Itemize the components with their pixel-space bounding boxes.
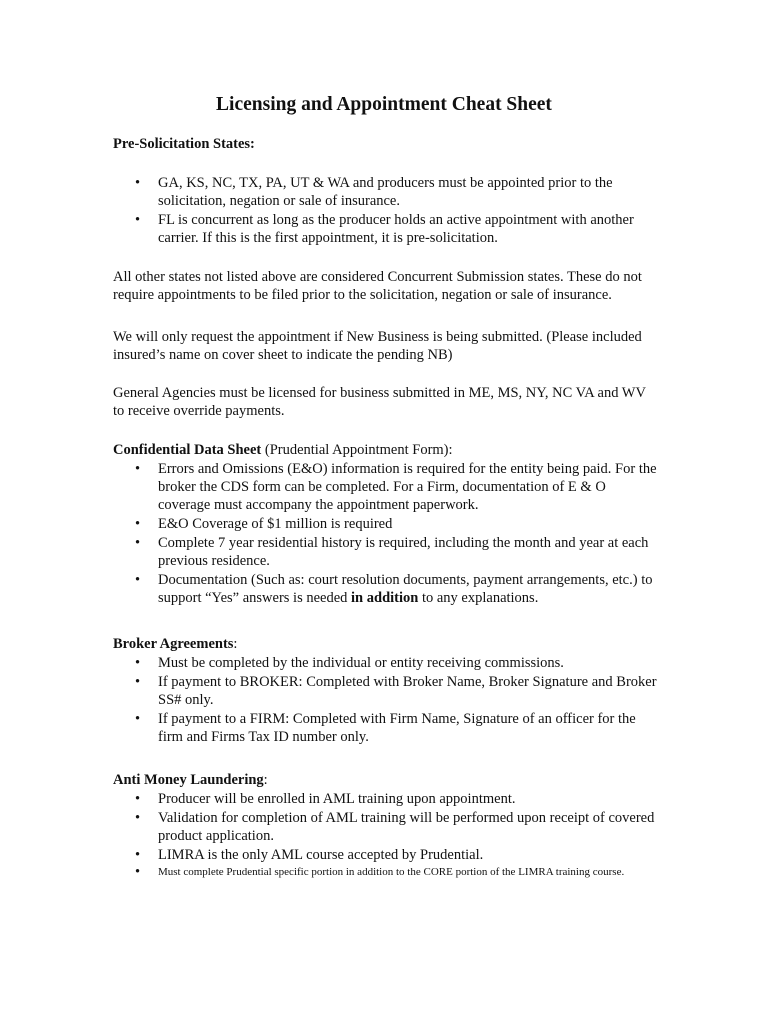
bullet-icon: •: [135, 711, 141, 727]
list-item: • Producer will be enrolled in AML training upon appointment.: [135, 791, 516, 807]
broker-heading: Broker Agreements:: [113, 636, 238, 652]
broker-section: [113, 635, 658, 746]
bullet-icon: •: [135, 847, 141, 863]
list-item: • Must be completed by the individual or entity receiving commissions.: [135, 655, 564, 671]
list-item: • Documentation (Such as: court resolution documents, payment arrangements, etc.) to support “Yes” answers is needed in addition to any explanations.: [135, 572, 653, 606]
page-title: Licensing and Appointment Cheat Sheet: [216, 94, 552, 115]
list-item: • Errors and Omissions (E&O) information is required for the entity being paid. For the broker the CDS form can be completed. For a Firm, documentation of E & O coverage must accompany the appointment paperwork.: [135, 461, 657, 513]
bullet-icon: •: [135, 810, 141, 826]
bullet-icon: •: [135, 212, 141, 228]
bullet-icon: •: [135, 674, 141, 690]
list-item: • LIMRA is the only AML course accepted by Prudential.: [135, 847, 484, 863]
pre-solicitation-list: [113, 174, 653, 247]
bullet-icon: •: [135, 655, 141, 671]
list-item: • E&O Coverage of $1 million is required: [135, 516, 393, 532]
list-item: • Must complete Prudential specific portion in addition to the CORE portion of the LIMRA training course.: [135, 864, 625, 880]
aml-section: [113, 771, 658, 879]
pre-solicitation-heading: Pre-Solicitation States:: [113, 136, 255, 152]
list-item: • Complete 7 year residential history is required, including the month and year at each previous residence.: [135, 535, 649, 569]
pre-solicitation-section: [113, 135, 658, 153]
general-agencies-paragraph: General Agencies must be licensed for business submitted in ME, MS, NY, NC VA and WV to receive override payments.: [113, 385, 646, 419]
bullet-icon: •: [135, 461, 141, 477]
aml-heading: Anti Money Laundering:: [113, 772, 268, 788]
bullet-icon: •: [135, 864, 141, 880]
list-item: • GA, KS, NC, TX, PA, UT & WA and producers must be appointed prior to the solicitation, negation or sale of insurance.: [135, 175, 613, 209]
list-item: • If payment to BROKER: Completed with Broker Name, Broker Signature and Broker SS# only.: [135, 674, 657, 708]
cds-section: [113, 441, 658, 607]
list-item: • FL is concurrent as long as the producer holds an active appointment with another carrier. If this is the first appointment, it is pre-solicitation.: [135, 212, 634, 246]
concurrent-paragraph: All other states not listed above are considered Concurrent Submission states. These do not require appointments to be filed prior to the solicitation, negation or sale of insurance.: [113, 269, 642, 303]
bullet-icon: •: [135, 791, 141, 807]
list-item: • Validation for completion of AML training will be performed upon receipt of covered product application.: [135, 810, 655, 844]
bullet-icon: •: [135, 516, 141, 532]
appointment-request-paragraph: We will only request the appointment if New Business is being submitted. (Please included insured’s name on cover sheet to indicate the pending NB): [113, 329, 642, 363]
bullet-icon: •: [135, 535, 141, 551]
bullet-icon: •: [135, 175, 141, 191]
list-item: • If payment to a FIRM: Completed with Firm Name, Signature of an officer for the firm and Firms Tax ID number only.: [135, 711, 636, 745]
cds-heading: Confidential Data Sheet (Prudential Appointment Form):: [113, 442, 453, 458]
bullet-icon: •: [135, 572, 141, 588]
